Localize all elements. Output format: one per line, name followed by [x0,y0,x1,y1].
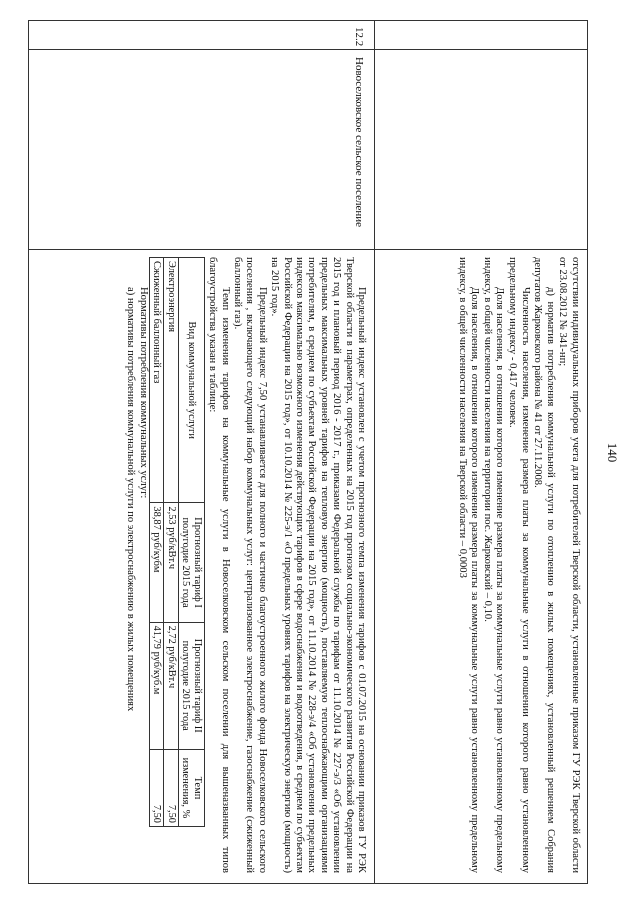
paragraph: а) нормативы потребления коммунальной услуги по электроснабжению в жилых помещениях [125,287,137,712]
table-header-row [178,258,204,827]
tariff-table [149,257,205,827]
table-frame [28,20,588,884]
column-header: Вид коммунальной услуги [178,258,204,503]
paragraph: Доля населения, в отношении которого изменение размера платы за коммунальные услуги равно установленному предельному индексу, в общей численности населения на Тверской области – 0,0003 [456,257,481,873]
paragraph: д) норматив потребления коммунальной услуги по отоплению в жилых помещениях, установленный решением Собрания депутатов Жарковского района № 41 от 27.11.2008. [532,257,556,873]
table-cell: Электроэнергия [164,258,179,503]
column-header: Темп изменения, % [178,749,204,826]
table-cell: 7,50 [164,749,179,826]
column-divider [29,249,587,250]
table-cell: 7,50 [149,749,164,826]
column-divider [29,49,587,50]
paragraph: Предельный индекс установлен с учетом прогнозного темпа изменения тарифов с 01.07.2015 на основании приказов ГУ РЭК Тверской области в параметрах, определенных на 2015 год прогнозом социально-экономического развития Российской Федерации на 2015 год и плановый период 2016 - 2017 г., приказами Федеральной службы по тарифам от 11.10.2014 № 227-э/3 «Об установлении предельных максимальных уровней тарифов на тепловую энергию (мощность), поставляемую теплоснабжающими организациями потребителям, в среднем по субъектам Российской Федерации на 2015 год», от 11.10.2014 № 228-э/4 «Об установлении предельных индексов максимально возможного изменения действующих тарифов в сфере водоснабжения и водоотведения, в среднем по субъектам Российской Федерации на 2015 год», от 10.10.2014 № 225-э/1 «О предельных уровнях тарифов на электрическую энергию (мощность) на 2015 год». [269,257,367,873]
table-row [164,258,179,827]
previous-row-content [455,257,581,873]
paragraph: отсутствии индивидуальных приборов учета для потребителей Тверской области, установленные приказом ГУ РЭК Тверской области от 23.08.2012 № 341-нп; [557,257,581,873]
table-cell: Сжиженный баллонный газ [149,258,164,503]
settlement-name: Новоселковское сельское поселение [353,57,365,228]
paragraph: Предельный индекс 7,50 устанавливается для полного и частично благоустроенного жилого фонда Новоселковского сельского поселения , включающего следующий набор коммунальных услуг: централизованное электроснабжение, газоснабжение (сжиженный баллонный газ). [231,257,268,873]
table-cell: 2,53 руб/кВт.ч [164,503,179,622]
table-cell: 38,87 руб/кубм [149,503,164,622]
settlement-row-content [124,257,367,873]
paragraph: Доля населения, в отношении которого изменение размера платы за коммунальные услуги равно установленному предельному индексу, в общей численности населения на территории пос. Жарковский – 0,10. [481,257,506,873]
table-cell: 2,72 руб/кВт.ч [164,622,179,749]
table-row [149,258,164,827]
table-cell: 41,79 руб/куб.м [149,622,164,749]
paragraph: Нормативы потребления коммунальных услуг: [137,287,149,499]
paragraph: Темп изменения тарифов на коммунальные услуги в Новоселковском сельском поселении для вышеназванных типов благоустройства указан в таблице: [207,257,231,873]
row-number: 12.2 [353,27,365,47]
page-number: 140 [605,442,620,463]
row-divider [374,21,375,883]
paragraph: Численность населения, изменение размера платы за коммунальные услуги в отношении которого равно установленному предельному индексу - 0,417 человек. [507,257,531,873]
column-header: Прогнозный тариф II полугодие 2015 года [178,622,204,749]
column-header: Прогнозный тариф I полугодие 2015 года [178,503,204,622]
